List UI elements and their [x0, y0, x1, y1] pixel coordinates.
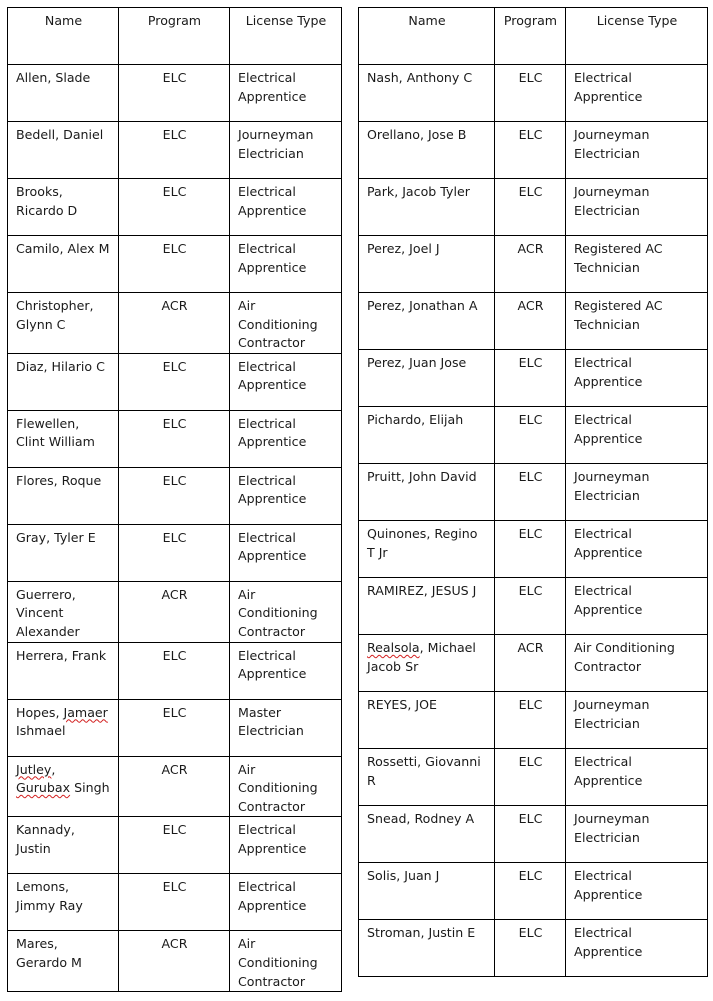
program-cell: ELC: [119, 467, 230, 524]
license-type-cell: Journeyman Electrician: [566, 122, 708, 179]
table-row: [8, 353, 342, 410]
program-cell: ACR: [119, 293, 230, 354]
table-row: [8, 581, 342, 642]
name-cell: Christopher, Glynn C: [8, 293, 119, 354]
spellcheck-flagged-word: Jamaer: [63, 704, 108, 720]
name-cell: Solis, Juan J: [359, 863, 495, 920]
program-cell: ELC: [495, 464, 566, 521]
name-cell: Guerrero, Vincent Alexander: [8, 581, 119, 642]
table-row: [8, 524, 342, 581]
spellcheck-flagged-word: Gurubax: [16, 780, 71, 796]
program-cell: ACR: [495, 236, 566, 293]
name-cell: Allen, Slade: [8, 65, 119, 122]
program-cell: ACR: [119, 756, 230, 817]
license-type-cell: Registered AC Technician: [566, 236, 708, 293]
table-row: [359, 236, 708, 293]
table-row: [8, 179, 342, 236]
name-cell: Mares, Gerardo M: [8, 931, 119, 992]
program-cell: ELC: [495, 578, 566, 635]
name-cell: Stroman, Justin E: [359, 920, 495, 977]
table-row: [359, 65, 708, 122]
program-cell: ELC: [119, 122, 230, 179]
column-header-license-type: License Type: [566, 8, 708, 65]
name-cell: Diaz, Hilario C: [8, 353, 119, 410]
license-type-cell: Electrical Apprentice: [230, 642, 342, 699]
table-row: [359, 464, 708, 521]
table-row: [359, 749, 708, 806]
name-cell: Pruitt, John David: [359, 464, 495, 521]
license-type-cell: Electrical Apprentice: [566, 350, 708, 407]
program-cell: ELC: [495, 806, 566, 863]
program-cell: ACR: [495, 293, 566, 350]
program-cell: ELC: [119, 179, 230, 236]
program-cell: ELC: [119, 410, 230, 467]
license-type-cell: Journeyman Electrician: [566, 692, 708, 749]
program-cell: ELC: [495, 749, 566, 806]
name-cell: Brooks, Ricardo D: [8, 179, 119, 236]
name-cell: Gray, Tyler E: [8, 524, 119, 581]
program-cell: ELC: [119, 524, 230, 581]
table-row: [8, 467, 342, 524]
license-type-cell: Air Conditioning Contractor: [230, 293, 342, 354]
name-cell: Bedell, Daniel: [8, 122, 119, 179]
license-type-cell: Electrical Apprentice: [566, 407, 708, 464]
license-type-cell: Electrical Apprentice: [566, 521, 708, 578]
table-row: [359, 863, 708, 920]
spellcheck-flagged-word: Jutley: [16, 761, 52, 777]
table-row: [359, 806, 708, 863]
name-cell: Kannady, Justin: [8, 817, 119, 874]
table-row: [359, 521, 708, 578]
license-type-cell: Air Conditioning Contractor: [566, 635, 708, 692]
license-type-cell: Air Conditioning Contractor: [230, 756, 342, 817]
name-cell: Quinones, Regino T Jr: [359, 521, 495, 578]
license-type-cell: Electrical Apprentice: [566, 863, 708, 920]
program-cell: ACR: [119, 931, 230, 992]
name-cell: Hopes, Jamaer Ishmael: [8, 699, 119, 756]
program-cell: ELC: [119, 353, 230, 410]
table-row: [8, 293, 342, 354]
name-cell: Perez, Jonathan A: [359, 293, 495, 350]
license-type-cell: Electrical Apprentice: [566, 578, 708, 635]
column-header-license-type: License Type: [230, 8, 342, 65]
program-cell: ELC: [495, 407, 566, 464]
table-row: [8, 699, 342, 756]
table-row: [8, 410, 342, 467]
name-cell: Snead, Rodney A: [359, 806, 495, 863]
name-cell: Camilo, Alex M: [8, 236, 119, 293]
table-row: [359, 407, 708, 464]
name-cell: RAMIREZ, JESUS J: [359, 578, 495, 635]
program-cell: ELC: [119, 642, 230, 699]
table-row: [8, 642, 342, 699]
table-row: [8, 931, 342, 992]
table-header-row: [8, 8, 342, 65]
license-type-cell: Journeyman Electrician: [566, 806, 708, 863]
table-row: [359, 635, 708, 692]
table-row: [359, 920, 708, 977]
name-cell: Realsola, Michael Jacob Sr: [359, 635, 495, 692]
license-type-cell: Electrical Apprentice: [230, 874, 342, 931]
name-cell: Orellano, Jose B: [359, 122, 495, 179]
program-cell: ELC: [119, 65, 230, 122]
program-cell: ELC: [495, 920, 566, 977]
license-type-cell: Electrical Apprentice: [230, 236, 342, 293]
program-cell: ELC: [119, 699, 230, 756]
program-cell: ELC: [495, 521, 566, 578]
table-row: [359, 122, 708, 179]
license-type-cell: Air Conditioning Contractor: [230, 931, 342, 992]
program-cell: ELC: [495, 65, 566, 122]
name-cell: Nash, Anthony C: [359, 65, 495, 122]
license-type-cell: Journeyman Electrician: [230, 122, 342, 179]
table-row: [359, 578, 708, 635]
license-type-cell: Registered AC Technician: [566, 293, 708, 350]
program-cell: ELC: [119, 236, 230, 293]
license-type-cell: Electrical Apprentice: [230, 817, 342, 874]
program-cell: ACR: [119, 581, 230, 642]
license-type-cell: Electrical Apprentice: [566, 65, 708, 122]
license-type-cell: Electrical Apprentice: [230, 524, 342, 581]
license-table-right: [358, 7, 708, 977]
license-type-cell: Electrical Apprentice: [566, 749, 708, 806]
table-row: [8, 122, 342, 179]
license-type-cell: Electrical Apprentice: [230, 467, 342, 524]
table-header-row: [359, 8, 708, 65]
name-cell: Flewellen, Clint William: [8, 410, 119, 467]
table-row: [8, 236, 342, 293]
program-cell: ELC: [495, 863, 566, 920]
name-cell: Perez, Juan Jose: [359, 350, 495, 407]
program-cell: ELC: [495, 179, 566, 236]
column-header-program: Program: [495, 8, 566, 65]
table-row: [8, 817, 342, 874]
table-row: [359, 179, 708, 236]
column-header-program: Program: [119, 8, 230, 65]
program-cell: ACR: [495, 635, 566, 692]
column-header-name: Name: [8, 8, 119, 65]
table-row: [359, 350, 708, 407]
table-row: [8, 756, 342, 817]
name-cell: Flores, Roque: [8, 467, 119, 524]
license-type-cell: Electrical Apprentice: [566, 920, 708, 977]
program-cell: ELC: [495, 122, 566, 179]
table-row: [359, 692, 708, 749]
spellcheck-flagged-word: Realsola: [367, 640, 420, 655]
column-header-name: Name: [359, 8, 495, 65]
table-row: [8, 65, 342, 122]
license-type-cell: Electrical Apprentice: [230, 179, 342, 236]
license-type-cell: Journeyman Electrician: [566, 179, 708, 236]
table-row: [8, 874, 342, 931]
license-type-cell: Air Conditioning Contractor: [230, 581, 342, 642]
program-cell: ELC: [119, 874, 230, 931]
license-table-left: [7, 7, 342, 992]
program-cell: ELC: [495, 350, 566, 407]
license-type-cell: Electrical Apprentice: [230, 353, 342, 410]
name-cell: Perez, Joel J: [359, 236, 495, 293]
license-type-cell: Master Electrician: [230, 699, 342, 756]
name-cell: Lemons, Jimmy Ray: [8, 874, 119, 931]
name-cell: Park, Jacob Tyler: [359, 179, 495, 236]
table-row: [359, 293, 708, 350]
program-cell: ELC: [119, 817, 230, 874]
name-cell: Pichardo, Elijah: [359, 407, 495, 464]
program-cell: ELC: [495, 692, 566, 749]
name-cell: REYES, JOE: [359, 692, 495, 749]
name-cell: Rossetti, Giovanni R: [359, 749, 495, 806]
name-cell: Herrera, Frank: [8, 642, 119, 699]
license-type-cell: Journeyman Electrician: [566, 464, 708, 521]
name-cell: Jutley, Gurubax Singh: [8, 756, 119, 817]
license-type-cell: Electrical Apprentice: [230, 410, 342, 467]
license-type-cell: Electrical Apprentice: [230, 65, 342, 122]
